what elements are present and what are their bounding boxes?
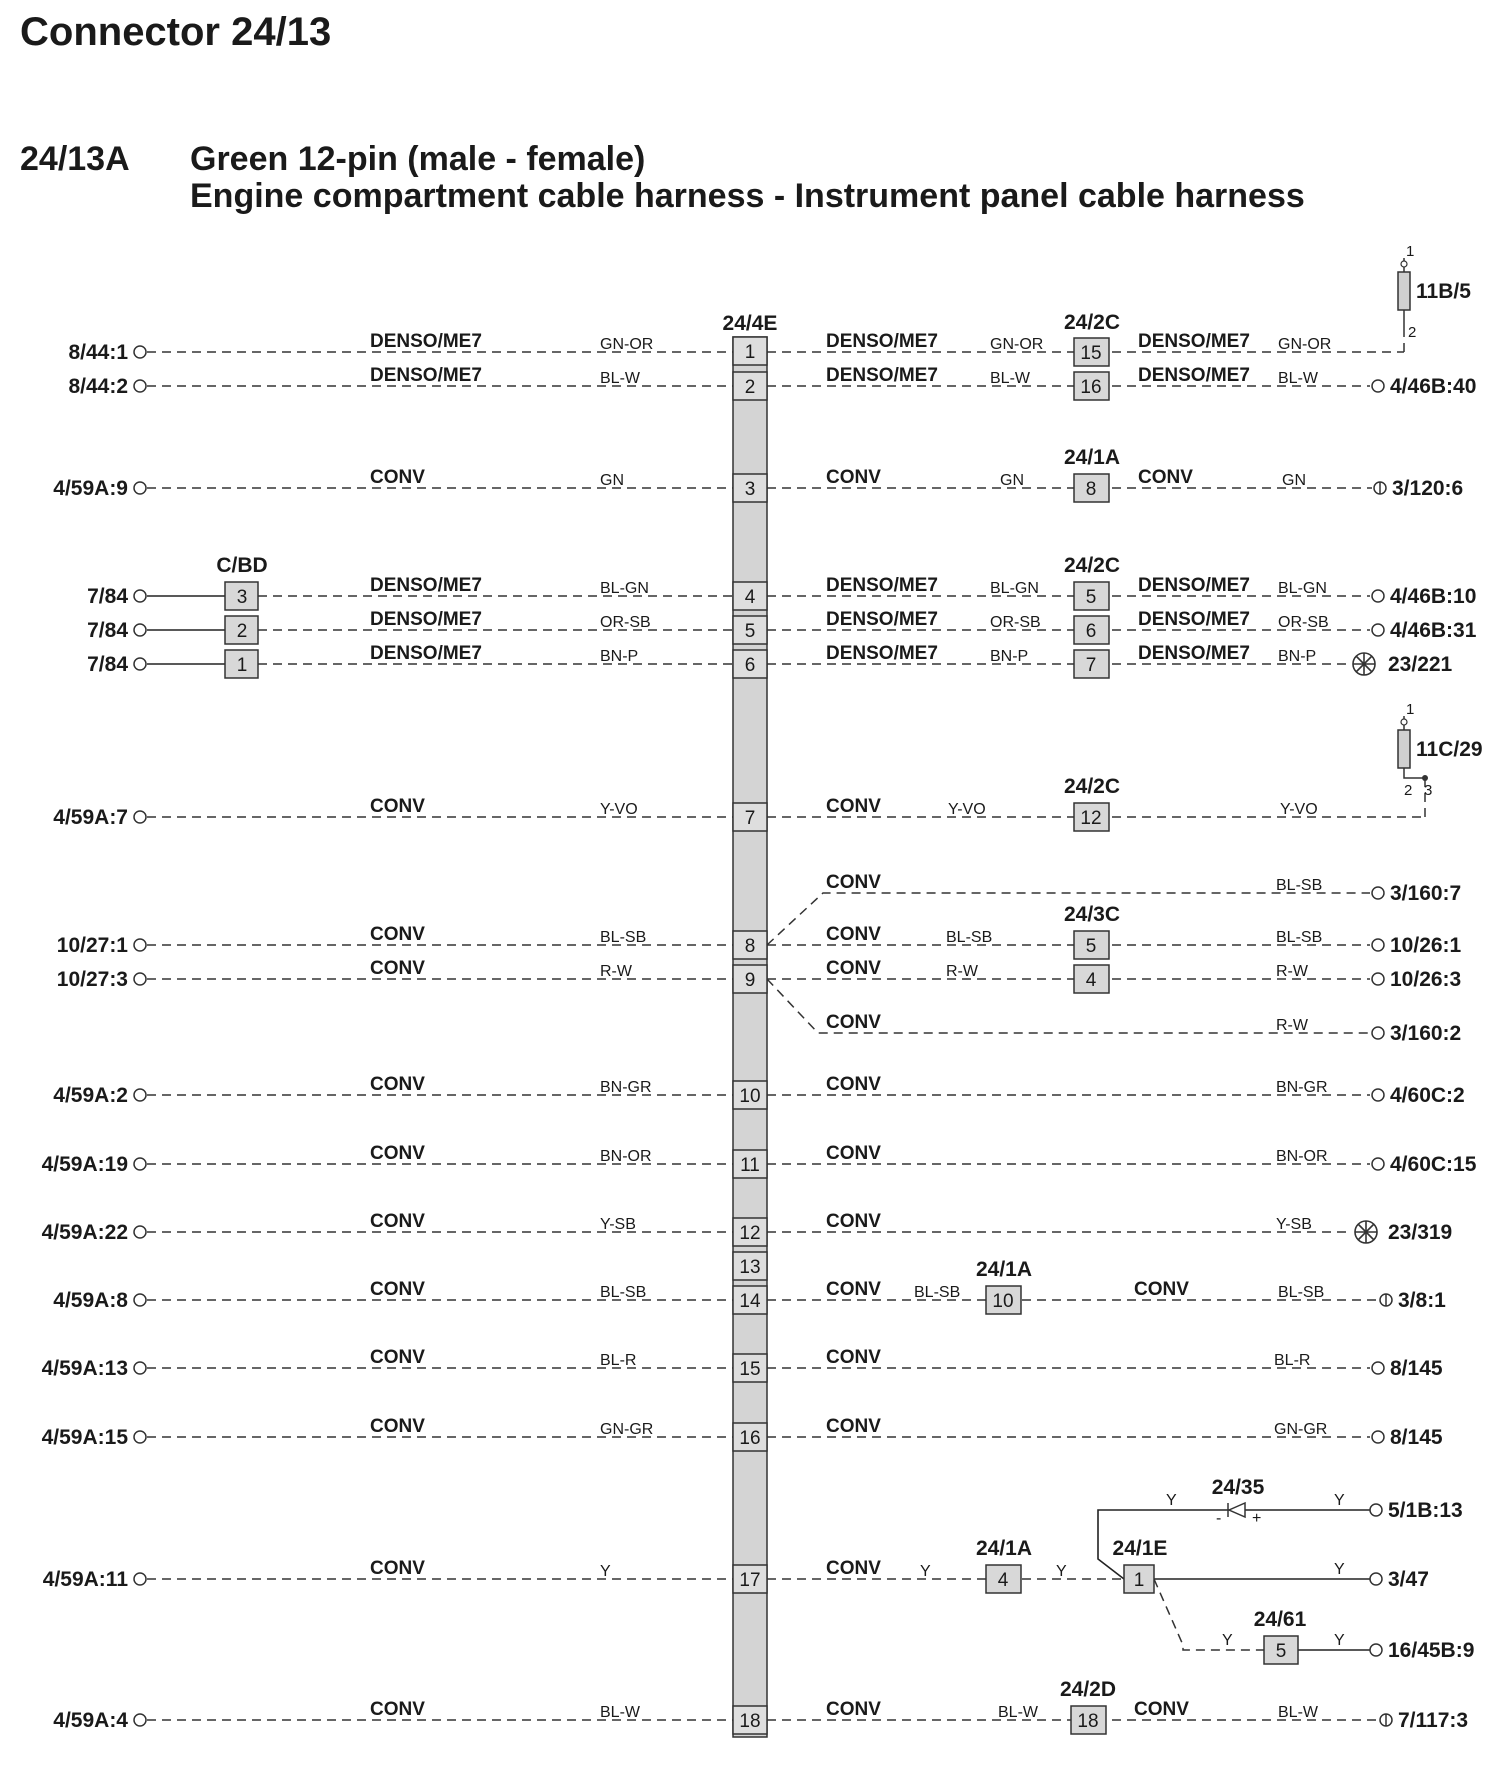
page-title: Connector 24/13: [20, 10, 332, 54]
system-label: DENSO/ME7: [826, 609, 938, 630]
terminal-circle: [134, 1158, 146, 1170]
wire-color-label: BN-OR: [600, 1148, 652, 1165]
terminal-circle: [1372, 939, 1384, 951]
diode-plus: +: [1252, 1510, 1262, 1527]
pin-number: 5: [744, 621, 756, 642]
cbd-block: [216, 554, 267, 678]
terminal-label: 10/27:3: [56, 968, 128, 991]
wire-color-label: GN-GR: [600, 1421, 654, 1438]
wire-color-label: R-W: [600, 963, 632, 980]
wire-color-label: GN: [1000, 472, 1024, 489]
pin-number: 3: [744, 479, 756, 500]
wire-color-label: Y-VO: [600, 801, 638, 818]
terminal-label: 4/59A:19: [41, 1153, 128, 1176]
right-terminal-3: [1374, 477, 1463, 500]
wire-color-label: BL-W: [1278, 370, 1318, 387]
ground-point-icon: [1353, 653, 1375, 675]
right-terminal-16: [1372, 1426, 1443, 1449]
wire-color-label: GN-OR: [600, 336, 654, 353]
right-terminal-10: [1372, 1084, 1465, 1107]
right-terminals: [1353, 375, 1477, 1732]
connector-pin: 5: [1085, 936, 1097, 957]
pin-number: 10: [739, 1086, 761, 1107]
system-label: DENSO/ME7: [370, 575, 482, 596]
right-terminal-18: [1380, 1709, 1468, 1732]
wire-color-label: Y: [600, 1563, 611, 1580]
terminal-label: 8/44:2: [68, 375, 128, 398]
right-terminal-14: [1380, 1289, 1446, 1312]
system-label: CONV: [370, 958, 425, 979]
wire-color-label: BN-OR: [1276, 1148, 1328, 1165]
terminal-label: 10/27:1: [56, 934, 128, 957]
terminal-label: 4/59A:8: [53, 1289, 128, 1312]
system-label: CONV: [826, 1074, 881, 1095]
fuse-pin-label: 3: [1424, 782, 1433, 799]
right-terminal-4: [1372, 585, 1476, 608]
terminal-label: 3/47: [1388, 1568, 1429, 1591]
wire-color-label: BL-SB: [600, 1284, 647, 1301]
right-wire-labels: [826, 331, 1043, 1721]
wire-color-label: Y-SB: [600, 1216, 636, 1233]
terminal-label: 4/59A:22: [41, 1221, 128, 1244]
system-label: CONV: [370, 1211, 425, 1232]
connector-id: 24/13A: [20, 140, 130, 178]
terminal-label: 3/120:6: [1392, 477, 1464, 500]
system-label: DENSO/ME7: [826, 575, 938, 596]
terminal-label: 4/46B:40: [1390, 375, 1477, 398]
pin-number: 1: [744, 342, 756, 363]
diode-minus: -: [1216, 1510, 1222, 1527]
terminal-circle: [134, 1089, 146, 1101]
left-terminal-10: [53, 1084, 146, 1107]
pin-number: 16: [739, 1428, 761, 1449]
wire-color-label: Y: [920, 1563, 931, 1580]
fuse-pin-label: 1: [1406, 243, 1415, 260]
terminal-circle: [134, 624, 146, 636]
fuse-11b5: [1398, 243, 1471, 341]
terminal-label: 8/145: [1390, 1357, 1443, 1380]
terminal-circle: [134, 380, 146, 392]
cbd-pin: 3: [236, 587, 248, 608]
pin-number: 12: [739, 1223, 761, 1244]
wire-color-label: BL-GN: [990, 580, 1039, 597]
connector-label: 24/2C: [1063, 311, 1121, 334]
terminal-label: 4/59A:13: [41, 1357, 128, 1380]
wire-color-label: BL-W: [1278, 1704, 1318, 1721]
connector-pin: 8: [1085, 479, 1097, 500]
left-wire-labels: [370, 331, 653, 1721]
fuse-11c29: [1398, 701, 1483, 799]
wire-branch-24-61: [1154, 1579, 1264, 1650]
terminal-label: 10/26:3: [1390, 968, 1462, 991]
terminal-circle: [1372, 624, 1384, 636]
system-label: DENSO/ME7: [370, 609, 482, 630]
pin-number: 17: [739, 1570, 761, 1591]
system-label: CONV: [826, 872, 881, 893]
wire-color-label: OR-SB: [990, 614, 1041, 631]
connector-label: 24/3C: [1063, 903, 1121, 926]
system-label: CONV: [826, 1279, 881, 1300]
left-terminal-15: [42, 1357, 146, 1380]
connector-label: 24/1A: [975, 1258, 1033, 1281]
center-connector-label: 24/4E: [722, 312, 778, 335]
wire-color-label: GN: [600, 472, 624, 489]
wire-color-label: Y: [1334, 1632, 1345, 1649]
terminal-label: 10/26:1: [1390, 934, 1462, 957]
fuse-icon: [1398, 730, 1410, 768]
connector-pin: 16: [1080, 377, 1102, 398]
right-terminal-2: [1372, 375, 1476, 398]
wire-color-label: BL-GN: [600, 580, 649, 597]
terminal-circle: [1372, 1089, 1384, 1101]
system-label: CONV: [370, 1347, 425, 1368]
connector-pin: 7: [1085, 655, 1097, 676]
system-label: CONV: [826, 958, 881, 979]
terminal-label: 4/59A:2: [53, 1084, 128, 1107]
connector-pin: 5: [1275, 1641, 1287, 1662]
terminal-circle: [1370, 1504, 1382, 1516]
system-label: DENSO/ME7: [826, 365, 938, 386]
connector-label: 24/2C: [1063, 554, 1121, 577]
system-label: DENSO/ME7: [370, 331, 482, 352]
left-terminal-1: [68, 341, 146, 364]
left-terminal-cbd-c: [87, 653, 146, 676]
terminal-circle: [134, 482, 146, 494]
wire-color-label: BN-P: [990, 648, 1029, 665]
pin-number: 7: [744, 808, 756, 829]
connector-label: 24/61: [1253, 1608, 1307, 1631]
right-terminal-15: [1372, 1357, 1443, 1380]
terminal-circle: [1372, 590, 1384, 602]
system-label: DENSO/ME7: [1138, 643, 1250, 664]
connector-label: 24/2C: [1063, 775, 1121, 798]
terminal-label: 3/160:2: [1390, 1022, 1462, 1045]
terminal-circle: [1372, 1431, 1384, 1443]
system-label: CONV: [370, 796, 425, 817]
cbd-pin: 2: [236, 621, 248, 642]
fuse-icon: [1398, 272, 1410, 310]
system-label: CONV: [1134, 1699, 1189, 1720]
wire-color-label: BL-R: [1274, 1352, 1311, 1369]
system-label: CONV: [826, 1211, 881, 1232]
system-label: DENSO/ME7: [370, 643, 482, 664]
terminal-circle: [134, 1362, 146, 1374]
left-terminal-3: [53, 477, 146, 500]
right-terminal-11: [1372, 1153, 1477, 1176]
system-label: CONV: [1134, 1279, 1189, 1300]
left-terminals: [42, 341, 146, 1732]
wire-color-label: BL-W: [600, 370, 640, 387]
terminal-label: 4/60C:15: [1390, 1153, 1477, 1176]
system-label: DENSO/ME7: [1138, 609, 1250, 630]
wire-color-label: BN-P: [1278, 648, 1317, 665]
left-terminal-12: [42, 1221, 146, 1244]
system-label: CONV: [826, 467, 881, 488]
connector-description: Green 12-pin (male - female): [190, 140, 646, 178]
wire-color-label: BL-GN: [1278, 580, 1327, 597]
left-terminal-14: [53, 1289, 146, 1312]
terminal-label: 4/59A:15: [41, 1426, 128, 1449]
left-terminal-9: [57, 968, 146, 991]
terminal-circle: [134, 658, 146, 670]
wire-color-label: OR-SB: [600, 614, 651, 631]
wire-color-label: R-W: [946, 963, 978, 980]
terminal-circle: [1372, 380, 1384, 392]
left-terminal-cbd-a: [87, 585, 146, 608]
cbd-pin: 1: [236, 655, 248, 676]
pin-number: 18: [739, 1711, 761, 1732]
right-terminal-8a: [1372, 882, 1461, 905]
fuse-pin-label: 2: [1408, 324, 1417, 341]
terminal-label: 7/117:3: [1398, 1709, 1469, 1732]
system-label: CONV: [826, 796, 881, 817]
pin-number: 8: [744, 936, 756, 957]
wire-color-label: Y: [1222, 1632, 1233, 1649]
wire-color-label: BL-W: [990, 370, 1030, 387]
left-terminal-17: [43, 1568, 146, 1591]
system-label: CONV: [370, 1416, 425, 1437]
pin-number: 6: [744, 655, 756, 676]
wire-color-label: GN: [1282, 472, 1306, 489]
terminal-circle: [134, 1714, 146, 1726]
fuse-pin-label: 1: [1406, 701, 1415, 718]
system-label: CONV: [370, 1558, 425, 1579]
terminal-circle: [1372, 887, 1384, 899]
system-label: CONV: [370, 1699, 425, 1720]
right-terminal-8: [1372, 934, 1462, 957]
terminal-label: 8/44:1: [68, 341, 128, 364]
system-label: DENSO/ME7: [370, 365, 482, 386]
terminal-circle: [1370, 1644, 1382, 1656]
system-label: CONV: [826, 1347, 881, 1368]
terminal-circle: [134, 590, 146, 602]
system-label: CONV: [826, 1143, 881, 1164]
wire-color-label: BN-P: [600, 648, 639, 665]
wire-color-label: BL-SB: [1276, 877, 1323, 894]
system-label: CONV: [826, 1699, 881, 1720]
connector-pin: 4: [997, 1570, 1009, 1591]
connector-pin: 15: [1080, 343, 1102, 364]
terminal-label: 3/160:7: [1390, 882, 1462, 905]
diode-icon: [1228, 1503, 1245, 1517]
terminal-label: 4/59A:7: [53, 806, 128, 829]
terminal-label: 4/46B:31: [1390, 619, 1477, 642]
left-terminal-18: [53, 1709, 146, 1732]
wire-color-label: Y: [1334, 1492, 1345, 1509]
system-label: DENSO/ME7: [826, 331, 938, 352]
pin-number: 15: [739, 1359, 761, 1380]
terminal-label: 23/221: [1388, 653, 1453, 676]
system-label: CONV: [826, 924, 881, 945]
system-label: CONV: [1138, 467, 1193, 488]
system-label: CONV: [826, 1558, 881, 1579]
connector-label: 24/1A: [975, 1537, 1033, 1560]
right-terminal-9: [1372, 968, 1461, 991]
wire-color-label: BL-SB: [1278, 1284, 1325, 1301]
terminal-circle: [134, 811, 146, 823]
connector-label: 24/1E: [1112, 1537, 1168, 1560]
left-terminal-7: [53, 806, 146, 829]
connector-pin: 4: [1085, 970, 1097, 991]
pin-number: 11: [740, 1155, 760, 1176]
wire-color-label: GN-OR: [1278, 336, 1332, 353]
terminal-circle: [134, 346, 146, 358]
left-terminal-2: [68, 375, 146, 398]
wire-color-label: GN-OR: [990, 336, 1044, 353]
terminal-label: 4/59A:9: [53, 477, 128, 500]
wire-color-label: BN-GR: [1276, 1079, 1328, 1096]
right-terminal-12: [1355, 1221, 1452, 1244]
terminal-circle: [1372, 1362, 1384, 1374]
connector-pin: 1: [1133, 1570, 1145, 1591]
wire-color-label: Y-VO: [1280, 801, 1318, 818]
wire-color-label: BL-SB: [1276, 929, 1323, 946]
connector-label: 24/1A: [1063, 446, 1121, 469]
right-terminal-9a: [1372, 1022, 1461, 1045]
terminal-label: 5/1B:13: [1388, 1499, 1463, 1522]
right-terminal-6: [1353, 653, 1453, 676]
wire-color-label: BL-SB: [600, 929, 647, 946]
terminal-circle: [1370, 1573, 1382, 1585]
fuse-terminal: [1401, 261, 1407, 267]
fuse-pin-label: 2: [1404, 782, 1413, 799]
terminal-label: 3/8:1: [1398, 1289, 1446, 1312]
connector-label: 24/35: [1211, 1476, 1265, 1499]
terminal-label: 23/319: [1388, 1221, 1453, 1244]
diode-triangle: [1229, 1503, 1245, 1517]
wire-color-label: R-W: [1276, 963, 1308, 980]
connector-pin: 6: [1085, 621, 1097, 642]
pin17-branch: [1113, 1476, 1475, 1664]
fuse-label: 11C/29: [1416, 738, 1483, 761]
ground-point-icon: [1355, 1221, 1377, 1243]
left-terminal-cbd-b: [87, 619, 146, 642]
terminal-circle: [134, 1294, 146, 1306]
wire-color-label: BL-W: [600, 1704, 640, 1721]
connector-pin: 10: [992, 1291, 1014, 1312]
pin-number: 9: [744, 970, 756, 991]
wire-color-label: Y: [1056, 1563, 1067, 1580]
terminal-circle: [1372, 973, 1384, 985]
terminal-circle: [134, 1431, 146, 1443]
system-label: DENSO/ME7: [826, 643, 938, 664]
system-label: CONV: [826, 1416, 881, 1437]
system-label: CONV: [370, 467, 425, 488]
cbd-label: C/BD: [216, 554, 268, 577]
connector-pin: 18: [1077, 1711, 1099, 1732]
wire-color-label: Y-VO: [948, 801, 986, 818]
terminal-circle: [134, 939, 146, 951]
system-label: CONV: [826, 1012, 881, 1033]
terminal-label: 4/59A:4: [53, 1709, 128, 1732]
terminal-circle: [134, 1573, 146, 1585]
connector-label: 24/2D: [1059, 1678, 1117, 1701]
system-label: CONV: [370, 924, 425, 945]
system-label: CONV: [370, 1143, 425, 1164]
system-label: DENSO/ME7: [1138, 331, 1250, 352]
wire-color-label: OR-SB: [1278, 614, 1329, 631]
terminal-circle: [134, 1226, 146, 1238]
center-connector-body: [733, 337, 767, 1737]
terminal-label: 16/45B:9: [1388, 1639, 1475, 1662]
wire-color-label: Y: [1334, 1561, 1345, 1578]
pin-number: 4: [744, 587, 756, 608]
wire-color-label: GN-GR: [1274, 1421, 1328, 1438]
wire-color-label: BL-SB: [914, 1284, 961, 1301]
right-terminal-5: [1372, 619, 1477, 642]
terminal-label: 4/59A:11: [42, 1568, 128, 1591]
wire-color-label: BL-W: [998, 1704, 1038, 1721]
connector-harness: Engine compartment cable harness - Instrument panel cable harness: [190, 177, 1305, 215]
terminal-label: 4/60C:2: [1390, 1084, 1465, 1107]
connector-pin: 12: [1080, 808, 1102, 829]
fuse-terminal: [1401, 719, 1407, 725]
fuse-label: 11B/5: [1416, 280, 1471, 303]
wire-color-label: BN-GR: [600, 1079, 652, 1096]
pin-number: 14: [739, 1291, 761, 1312]
wire-color-label: Y-SB: [1276, 1216, 1312, 1233]
terminal-label: 7/84: [87, 653, 128, 676]
terminal-label: 8/145: [1390, 1426, 1443, 1449]
wire-color-label: R-W: [1276, 1017, 1308, 1034]
left-terminal-16: [42, 1426, 146, 1449]
pin-number: 13: [739, 1257, 761, 1278]
system-label: DENSO/ME7: [1138, 365, 1250, 386]
terminal-circle: [134, 973, 146, 985]
terminal-label: 4/46B:10: [1390, 585, 1477, 608]
terminal-label: 7/84: [87, 585, 128, 608]
fuse-junction: [1422, 775, 1428, 781]
pin-number: 2: [744, 377, 756, 398]
system-label: CONV: [370, 1279, 425, 1300]
wire-color-label: BL-SB: [946, 929, 993, 946]
terminal-circle: [1372, 1027, 1384, 1039]
terminal-label: 7/84: [87, 619, 128, 642]
wire-color-label: BL-R: [600, 1352, 637, 1369]
left-terminal-11: [42, 1153, 146, 1176]
system-label: CONV: [370, 1074, 425, 1095]
wire-color-label: Y: [1166, 1492, 1177, 1509]
connector-pin: 5: [1085, 587, 1097, 608]
left-terminal-8: [57, 934, 146, 957]
system-label: DENSO/ME7: [1138, 575, 1250, 596]
terminal-circle: [1372, 1158, 1384, 1170]
